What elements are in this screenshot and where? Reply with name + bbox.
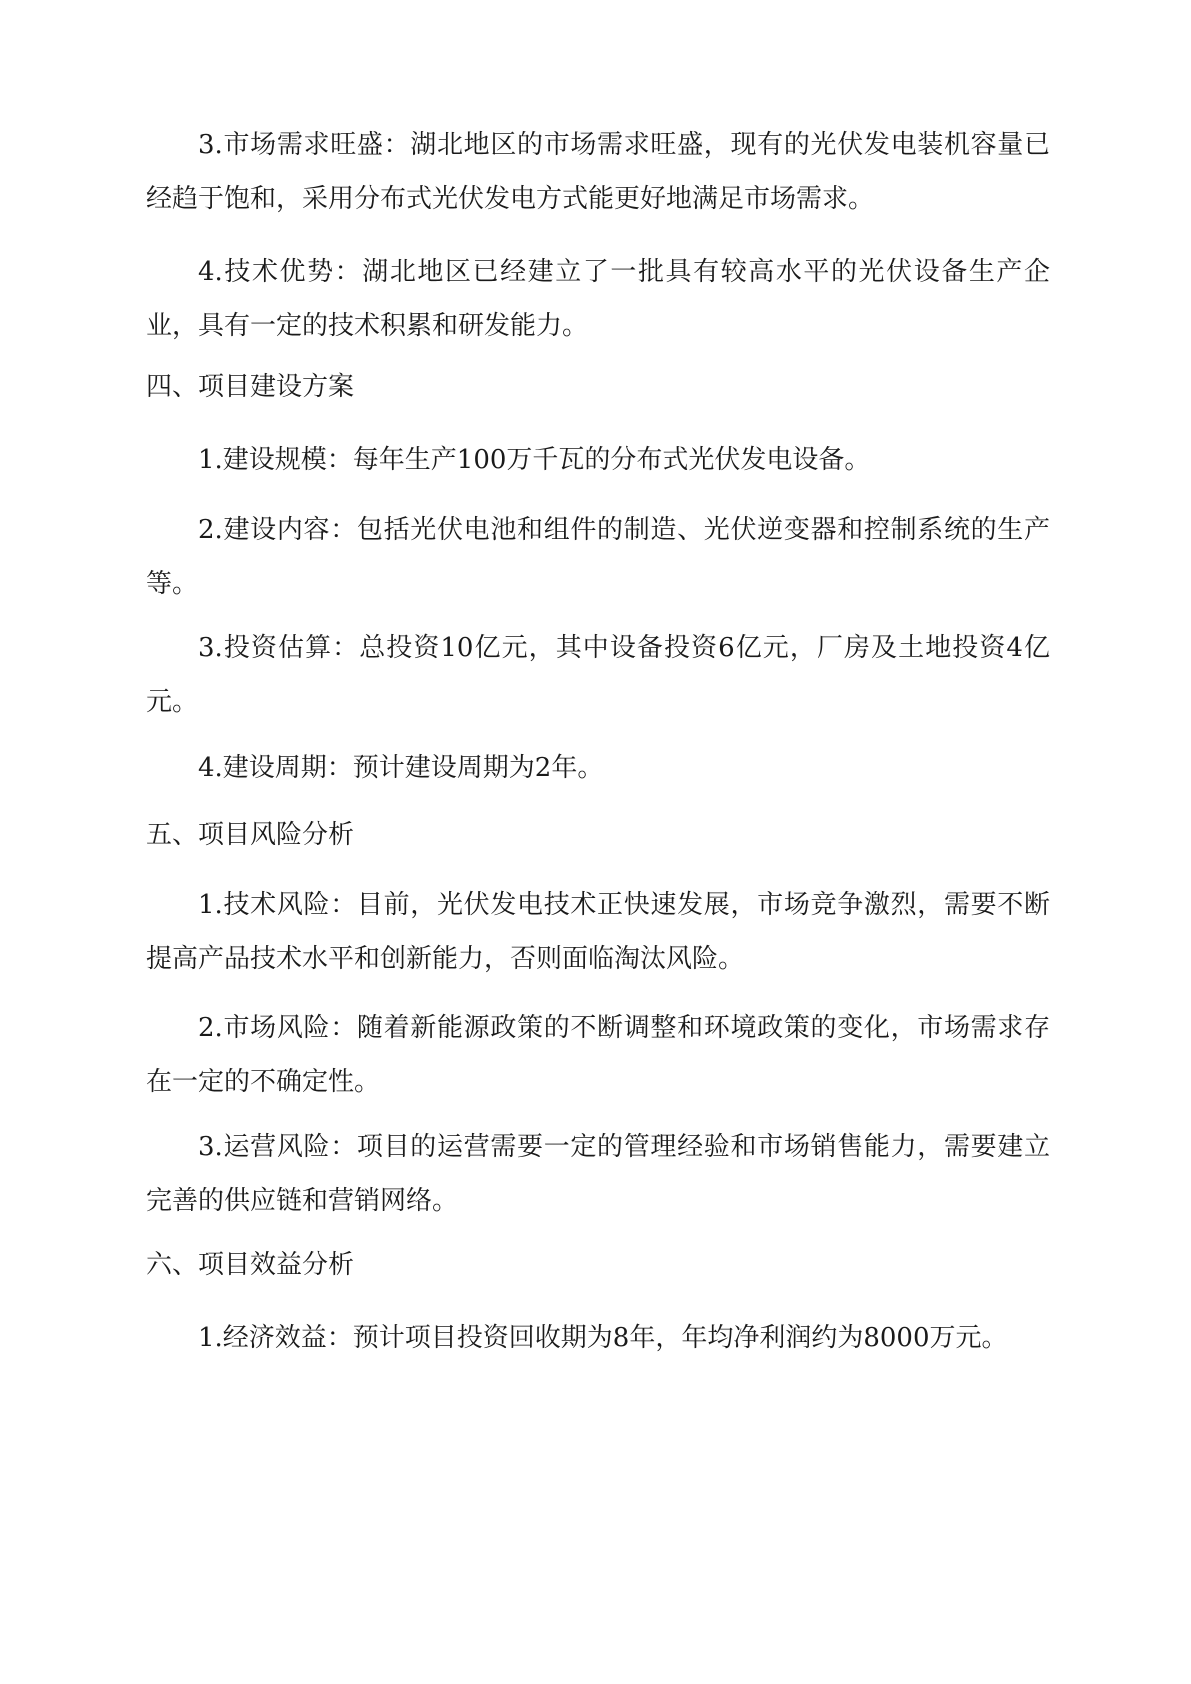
paragraph-economic-benefit: 1.经济效益：预计项目投资回收期为8年，年均净利润约为8000万元。 <box>198 1323 1008 1353</box>
section-heading-risk-analysis: 五、项目风险分析 <box>146 820 355 850</box>
paragraph-construction-content: 2.建设内容：包括光伏电池和组件的制造、光伏逆变器和控制系统的生产等。 <box>146 515 1050 599</box>
paragraph-technical-risk: 1.技术风险：目前，光伏发电技术正快速发展，市场竞争激烈，需要不断提高产品技术水平和创新能力，否则面临淘汰风险。 <box>146 890 1050 974</box>
paragraph-construction-scale: 1.建设规模：每年生产100万千瓦的分布式光伏发电设备。 <box>198 445 871 475</box>
section-heading-benefit-analysis: 六、项目效益分析 <box>146 1250 355 1280</box>
paragraph-investment-estimate: 3.投资估算：总投资10亿元，其中设备投资6亿元，厂房及土地投资4亿元。 <box>146 633 1050 717</box>
paragraph-tech-advantage: 4.技术优势：湖北地区已经建立了一批具有较高水平的光伏设备生产企业，具有一定的技术积累和研发能力。 <box>146 257 1050 341</box>
paragraph-operation-risk: 3.运营风险：项目的运营需要一定的管理经验和市场销售能力，需要建立完善的供应链和营销网络。 <box>146 1132 1050 1216</box>
paragraph-market-risk: 2.市场风险：随着新能源政策的不断调整和环境政策的变化，市场需求存在一定的不确定性。 <box>146 1013 1050 1097</box>
paragraph-construction-period: 4.建设周期：预计建设周期为2年。 <box>198 753 604 783</box>
paragraph-market-demand: 3.市场需求旺盛：湖北地区的市场需求旺盛，现有的光伏发电装机容量已经趋于饱和，采用分布式光伏发电方式能更好地满足市场需求。 <box>146 130 1050 214</box>
section-heading-construction-plan: 四、项目建设方案 <box>146 372 355 402</box>
